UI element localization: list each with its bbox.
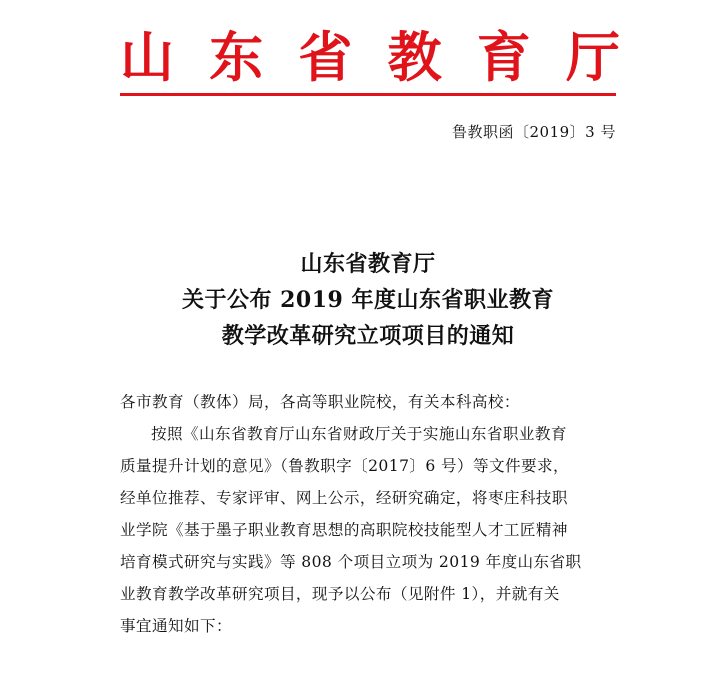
body-line-6: 业教育教学改革研究项目，现予以公布（见附件 1），并就有关 — [120, 585, 560, 603]
title-line-1: 山东省教育厅 — [300, 251, 436, 277]
salutation: 各市教育（教体）局，各高等职业院校，有关本科高校： — [120, 393, 520, 411]
masthead-char-1: 山 — [120, 25, 174, 89]
body-line-4: 业学院《基于墨子职业教育思想的高职院校技能型人才工匠精神 — [120, 521, 568, 539]
notice-title — [120, 246, 616, 354]
masthead-char-6: 厅 — [565, 25, 620, 89]
body-line-3: 经单位推荐、专家评审、网上公示，经研究确定，将枣庄科技职 — [120, 489, 568, 507]
document-number: 鲁教职函〔2019〕3 号 — [452, 123, 616, 141]
body-line-5: 培育模式研究与实践》等 808 个项目立项为 2019 年度山东省职 — [120, 553, 582, 571]
notice-body — [120, 386, 620, 642]
title-line-3: 教学改革研究立项项目的通知 — [221, 323, 515, 349]
title-line-2: 关于公布 2019 年度山东省职业教育 — [181, 287, 555, 313]
masthead — [120, 24, 620, 90]
masthead-char-2: 东 — [209, 25, 264, 89]
masthead-red-rule — [120, 93, 616, 96]
body-line-2: 质量提升计划的意见》（鲁教职字〔2017〕6 号）等文件要求， — [120, 457, 570, 475]
masthead-char-3: 省 — [298, 25, 353, 89]
masthead-char-4: 教 — [387, 25, 442, 89]
masthead-char-5: 育 — [476, 25, 531, 89]
body-line-7: 事宜通知如下： — [120, 617, 232, 635]
body-line-1: 按照《山东省教育厅山东省财政厅关于实施山东省职业教育 — [151, 425, 567, 443]
